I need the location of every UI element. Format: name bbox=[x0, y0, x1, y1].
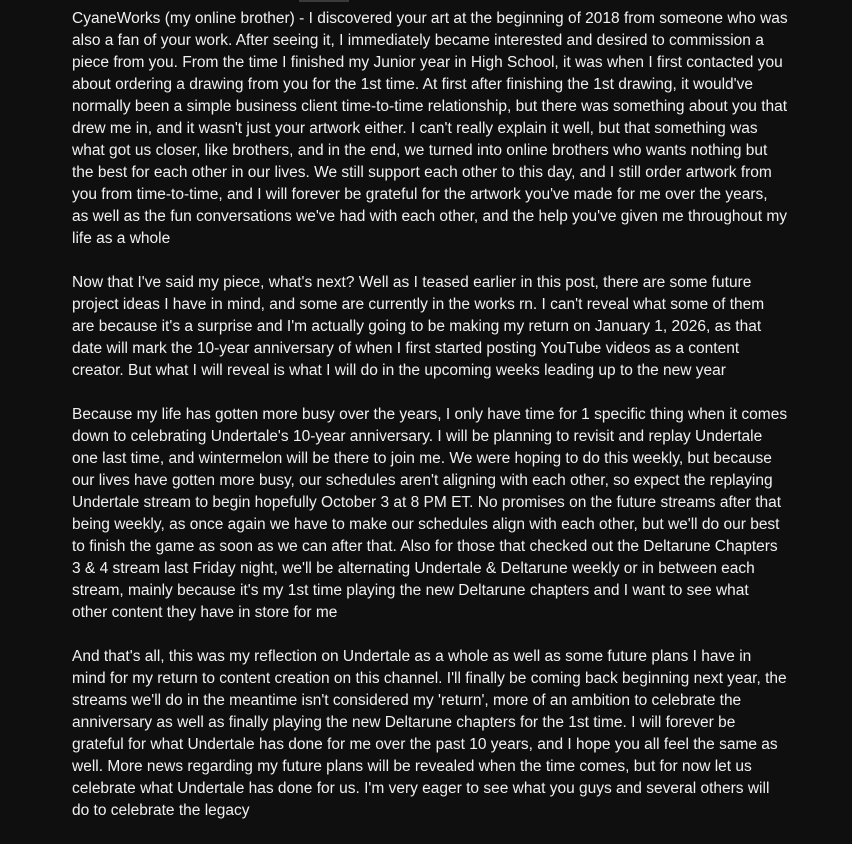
post-paragraph-2: Now that I've said my piece, what's next? Well as I teased earlier in this post, there are some future project ideas I have in mind, and some are currently in the works rn. I can't reveal what some of them are because it's a surprise and I'm actually going to be making my return on January 1, 2026, as that date will mark the 10-year anniversary of when I first started posting YouTube videos as a content creator. But what I will reveal is what I will do in the upcoming weeks leading up to the new year bbox=[72, 274, 765, 379]
post-paragraph-3: Because my life has gotten more busy over the years, I only have time for 1 specific thing when it comes down to celebrating Undertale's 10-year anniversary. I will be planning to revisit and replay Undertale one last time, and wintermelon will be there to join me. We were hoping to do this weekly, but because our lives have gotten more busy, our schedules aren't aligning with each other, so expect the replaying Undertale stream to begin hopefully October 3 at 8 PM ET. No promises on the future streams after that being weekly, as once again we have to make our schedules align with each other, but we'll do our best to finish the game as soon as we can after that. Also for those that checked out the Deltarune Chapters 3 & 4 stream last Friday night, we'll be alternating Undertale & Deltarune weekly or in between each stream, mainly because it's my 1st time playing the new Deltarune chapters and I want to see what other content they have in store for me bbox=[72, 406, 788, 621]
community-post-body bbox=[72, 8, 788, 844]
post-paragraph-1: CyaneWorks (my online brother) - I discovered your art at the beginning of 2018 from someone who was also a fan of your work. After seeing it, I immediately became interested and desired to commission a piece from you. From the time I finished my Junior year in High School, it was when I first contacted you about ordering a drawing from you for the 1st time. At first after finishing the 1st drawing, it would've normally been a simple business client time-to-time relationship, but there was something about you that drew me in, and it wasn't just your artwork either. I can't really explain it well, but that something was what got us closer, like brothers, and in the end, we turned into online brothers who wants nothing but the best for each other in our lives. We still support each other to this day, and I still order artwork from you from time-to-time, and I will forever be grateful for the artwork you've made for me over the years, as well as the fun conversations we've had with each other, and the help you've given me throughout my life as a whole bbox=[72, 10, 788, 247]
top-divider bbox=[299, 0, 349, 2]
post-paragraph-4: And that's all, this was my reflection on Undertale as a whole as well as some future plans I have in mind for my return to content creation on this channel. I'll finally be coming back beginning next year, the streams we'll do in the meantime isn't considered my 'return', more of an ambition to celebrate the anniversary as well as finally playing the new Deltarune chapters for the 1st time. I will forever be grateful for what Undertale has done for me over the past 10 years, and I hope you all feel the same as well. More news regarding my future plans will be revealed when the time comes, but for now let us celebrate what Undertale has done for us. I'm very eager to see what you guys and several others will do to celebrate the legacy bbox=[72, 648, 787, 819]
